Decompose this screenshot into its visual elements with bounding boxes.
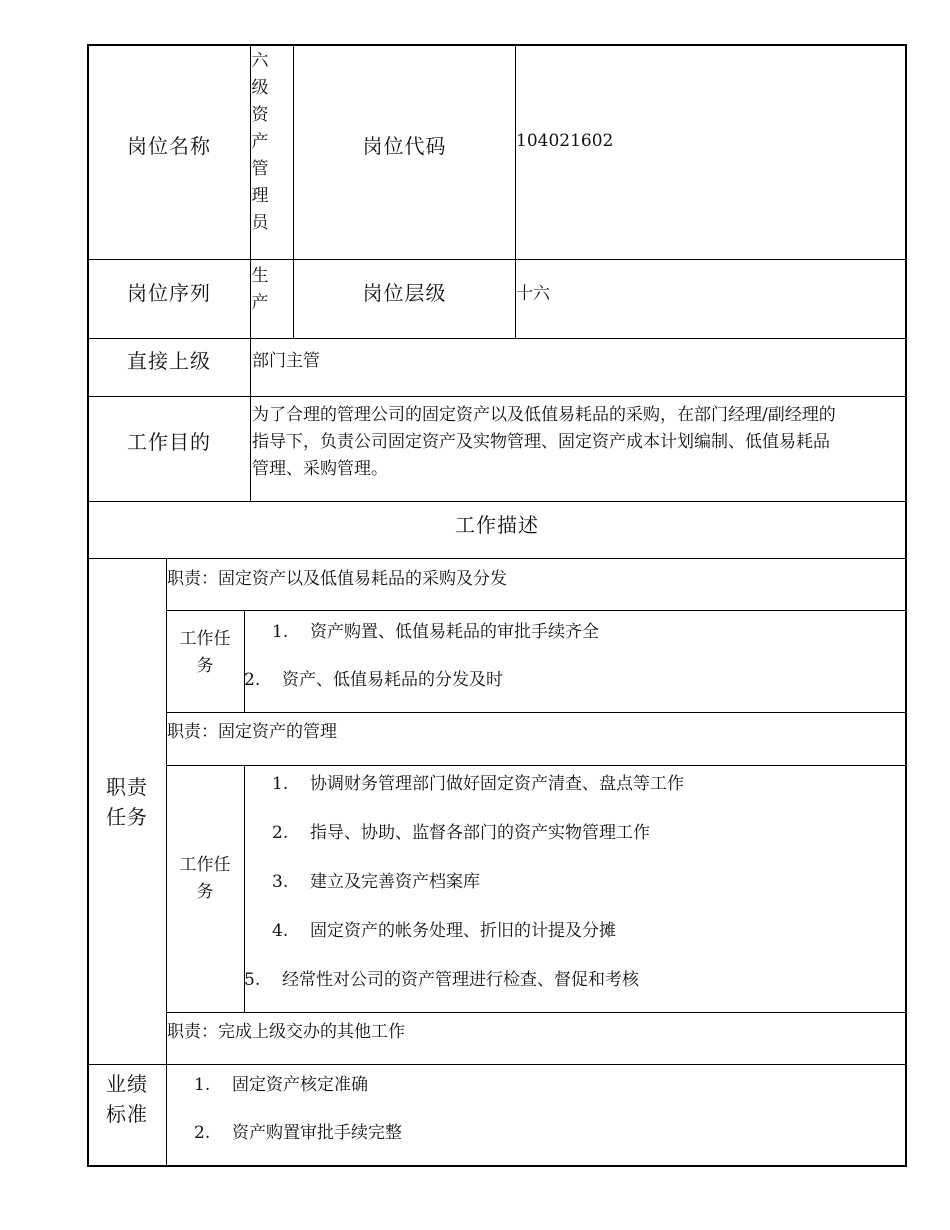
- superior-label: 直接上级: [127, 349, 211, 373]
- post-name-value: 六级资产管理员: [251, 51, 269, 233]
- duty-title: 职责：固定资产的管理: [167, 722, 337, 742]
- task-label: 工作任 务: [179, 855, 231, 902]
- row-divider: [166, 610, 906, 611]
- task-label: 工作任 务: [179, 629, 231, 676]
- task-item: 1. 协调财务管理部门做好固定资产清查、盘点等工作: [272, 774, 684, 794]
- task-item: 4. 固定资产的帐务处理、折旧的计提及分摊: [272, 921, 616, 941]
- task-item: 2. 指导、协助、监督各部门的资产实物管理工作: [272, 823, 650, 843]
- purpose-line: 指导下，负责公司固定资产及实物管理、固定资产成本计划编制、低值易耗品: [252, 432, 830, 452]
- row-divider: [166, 1012, 906, 1013]
- superior-value: 部门主管: [252, 351, 320, 371]
- table-border: [87, 44, 907, 1167]
- purpose-line: 管理、采购管理。: [252, 459, 388, 479]
- post-series-value: 生产: [251, 266, 269, 313]
- duty-title: 职责：完成上级交办的其他工作: [167, 1022, 405, 1042]
- row-divider: [88, 396, 906, 397]
- row-divider: [88, 1064, 906, 1065]
- row-divider: [166, 765, 906, 766]
- description-title: 工作描述: [455, 513, 539, 537]
- post-code-label: 岗位代码: [362, 134, 447, 158]
- row-divider: [88, 501, 906, 502]
- performance-item: 1. 固定资产核定准确: [194, 1075, 368, 1095]
- post-series-label: 岗位序列: [127, 281, 211, 305]
- task-item: 5. 经常性对公司的资产管理进行检查、督促和考核: [244, 970, 639, 990]
- post-name-label: 岗位名称: [127, 134, 211, 158]
- row-divider: [166, 712, 906, 713]
- duty-title: 职责：固定资产以及低值易耗品的采购及分发: [167, 569, 507, 589]
- post-level-label: 岗位层级: [362, 281, 447, 305]
- col-divider: [244, 610, 245, 713]
- post-level-value: 十六: [516, 284, 550, 304]
- performance-item: 2. 资产购置审批手续完整: [194, 1123, 402, 1143]
- task-item: 3. 建立及完善资产档案库: [272, 872, 480, 892]
- row-divider: [88, 259, 906, 260]
- task-item: 2. 资产、低值易耗品的分发及时: [244, 670, 503, 690]
- row-divider: [88, 338, 906, 339]
- duties-label: 职责 任务: [106, 775, 148, 829]
- purpose-line: 为了合理的管理公司的固定资产以及低值易耗品的采购，在部门经理/副经理的: [252, 405, 836, 425]
- purpose-label: 工作目的: [127, 430, 211, 454]
- post-code-value: 104021602: [516, 131, 614, 151]
- row-divider: [88, 558, 906, 559]
- task-item: 1. 资产购置、低值易耗品的审批手续齐全: [272, 622, 599, 642]
- performance-label: 业绩 标准: [106, 1072, 148, 1126]
